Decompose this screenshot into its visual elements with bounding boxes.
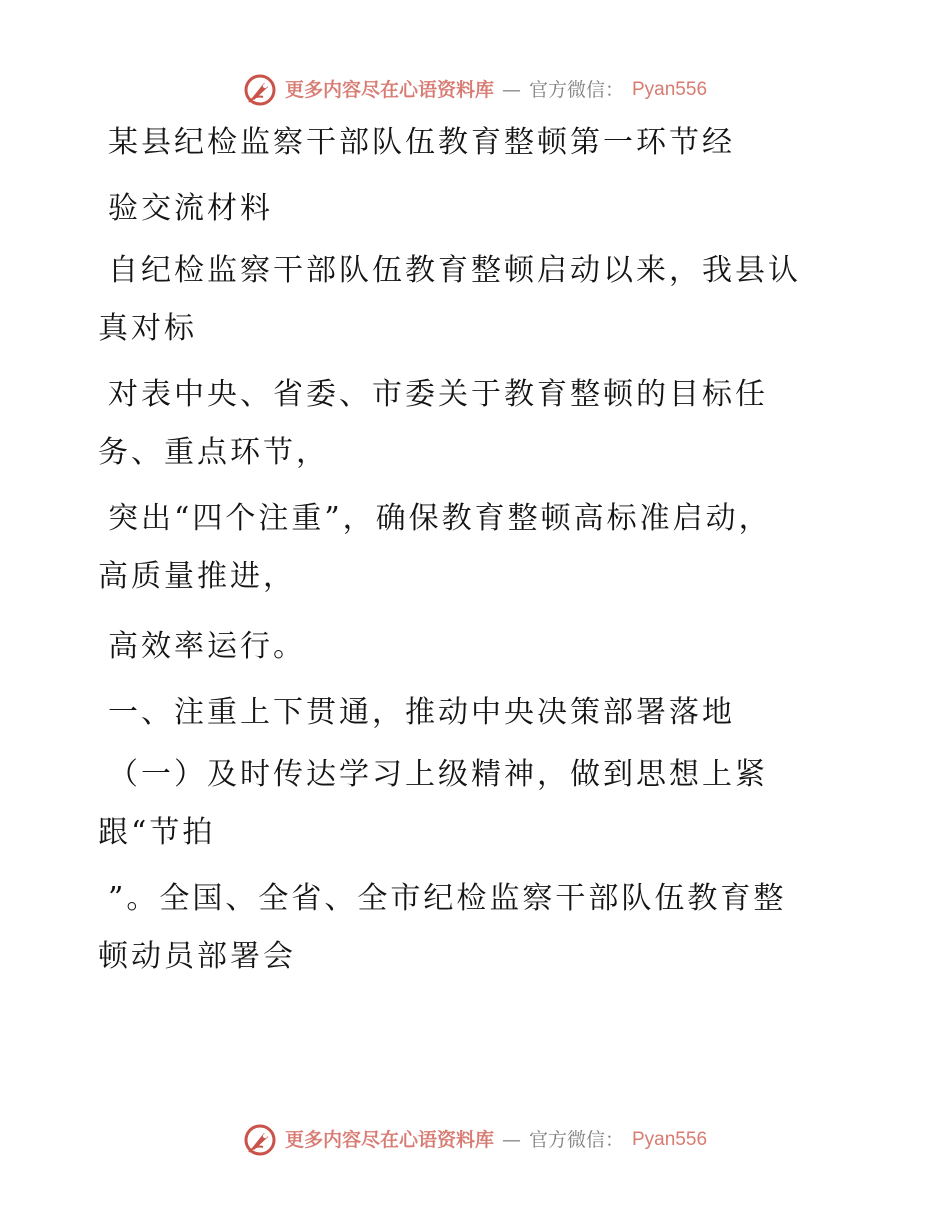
paragraph-5-line-2: 顿动员部署会	[98, 939, 296, 974]
paragraph-3-line-1: 突出“四个注重”，确保教育整顿高标准启动，	[108, 501, 772, 536]
paragraph-1-line-2: 真对标	[98, 311, 197, 346]
section-heading-1: 一、注重上下贯通，推动中央决策部署落地	[108, 695, 735, 730]
banner-main-text: 更多内容尽在心语资料库	[284, 79, 494, 101]
banner-dash: —	[501, 1129, 521, 1151]
paragraph-2-line-2: 务、重点环节，	[98, 435, 329, 470]
footer-banner	[0, 1120, 950, 1160]
pen-nib-logo-icon	[243, 73, 277, 107]
banner-main-text: 更多内容尽在心语资料库	[284, 1129, 494, 1151]
banner-dash: —	[501, 79, 521, 101]
paragraph-3	[98, 490, 858, 606]
subsection-1	[98, 746, 858, 862]
banner-wechat-id: Pyan556	[632, 79, 708, 100]
paragraph-2	[98, 366, 858, 482]
banner-wechat-label: 官方微信：	[528, 1129, 624, 1151]
banner-wechat-id: Pyan556	[632, 1129, 708, 1150]
paragraph-2-line-1: 对表中央、省委、市委关于教育整顿的目标任	[108, 377, 768, 412]
document-title-line-2: 验交流材料	[108, 191, 273, 226]
paragraph-5	[98, 870, 858, 986]
pen-nib-logo-icon	[243, 1123, 277, 1157]
paragraph-4: 高效率运行。	[108, 629, 306, 664]
document-title-line-1: 某县纪检监察干部队伍教育整顿第一环节经	[108, 125, 735, 160]
paragraph-1-line-1: 自纪检监察干部队伍教育整顿启动以来，我县认	[108, 253, 801, 288]
subsection-1-line-1: （一）及时传达学习上级精神，做到思想上紧	[108, 757, 768, 792]
paragraph-1	[98, 242, 858, 358]
document-body	[98, 110, 858, 994]
paragraph-5-line-1: ”。全国、全省、全市纪检监察干部队伍教育整	[108, 881, 787, 916]
paragraph-3-line-2: 高质量推进，	[98, 559, 296, 594]
header-banner	[0, 70, 950, 110]
banner-wechat-label: 官方微信：	[528, 79, 624, 101]
subsection-1-line-2: 跟“节拍	[98, 815, 216, 850]
